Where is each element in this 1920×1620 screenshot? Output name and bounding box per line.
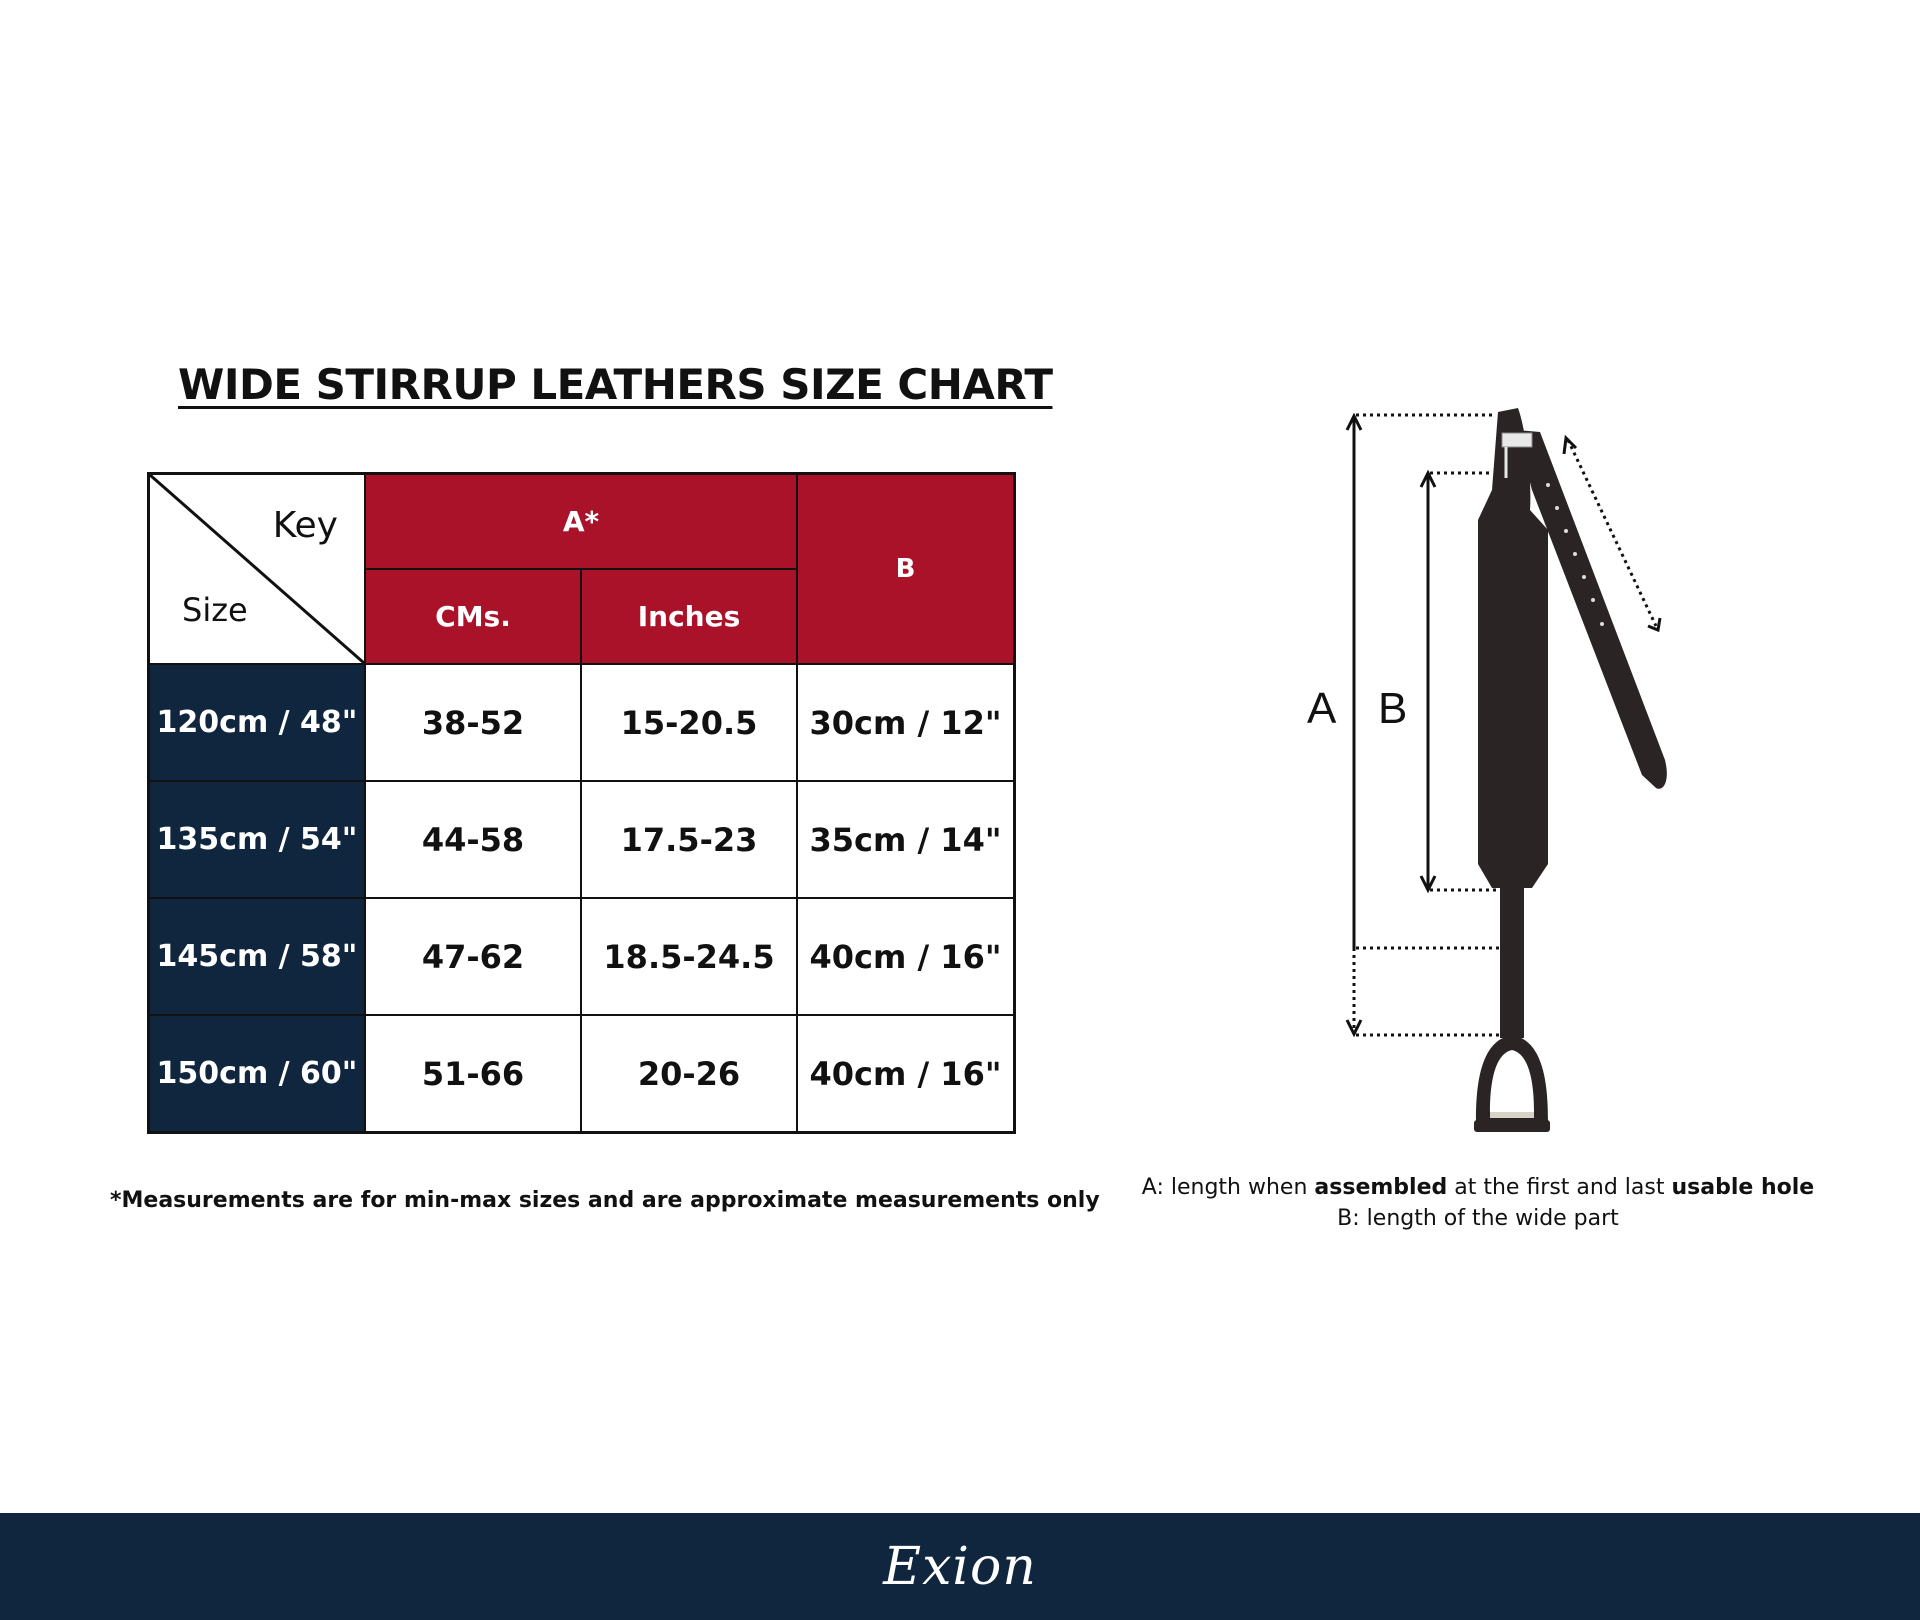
inches-cell: 17.5-23 (581, 781, 797, 898)
page-title: WIDE STIRRUP LEATHERS SIZE CHART (178, 360, 1053, 409)
table-row (149, 664, 1015, 781)
buckle-icon (1502, 433, 1532, 447)
table-row (149, 1015, 1015, 1133)
cms-cell: 47-62 (365, 898, 581, 1015)
table-row (149, 898, 1015, 1015)
measurement-footnote: *Measurements are for min-max sizes and are approximate measurements only (110, 1188, 1100, 1213)
leather-narrow-part (1500, 888, 1524, 1038)
key-size-corner-cell (149, 474, 366, 665)
b-cell: 35cm / 14" (797, 781, 1015, 898)
label-b: B (1378, 684, 1408, 733)
inches-cell: 20-26 (581, 1015, 797, 1133)
caption-line-b: B: length of the wide part (1337, 1206, 1619, 1231)
size-label: Size (182, 591, 248, 629)
inches-cell: 18.5-24.5 (581, 898, 797, 1015)
table-row (149, 781, 1015, 898)
inches-cell: 15-20.5 (581, 664, 797, 781)
diagonal-divider (150, 475, 364, 663)
cms-cell: 44-58 (365, 781, 581, 898)
header-b: B (797, 474, 1015, 665)
header-group-a: A* (365, 474, 797, 570)
size-chart-table (147, 472, 1016, 1134)
stirrup-leather-diagram (1270, 340, 1740, 1140)
key-label: Key (272, 505, 338, 546)
diagram-caption (1118, 1172, 1838, 1234)
size-cell: 150cm / 60" (149, 1015, 366, 1133)
brand-logo: Exion (883, 1536, 1037, 1597)
cms-cell: 38-52 (365, 664, 581, 781)
b-cell: 30cm / 12" (797, 664, 1015, 781)
header-inches: Inches (581, 569, 797, 664)
footer-bar (0, 1513, 1920, 1620)
adjustment-arrowhead-top (1564, 438, 1576, 454)
b-cell: 40cm / 16" (797, 898, 1015, 1015)
size-cell: 145cm / 58" (149, 898, 366, 1015)
label-a: A (1307, 684, 1337, 733)
caption-line-a: A: length when assembled at the first and last usable hole (1141, 1175, 1815, 1200)
header-cms: CMs. (365, 569, 581, 664)
cms-cell: 51-66 (365, 1015, 581, 1133)
size-cell: 135cm / 54" (149, 781, 366, 898)
b-cell: 40cm / 16" (797, 1015, 1015, 1133)
size-cell: 120cm / 48" (149, 664, 366, 781)
